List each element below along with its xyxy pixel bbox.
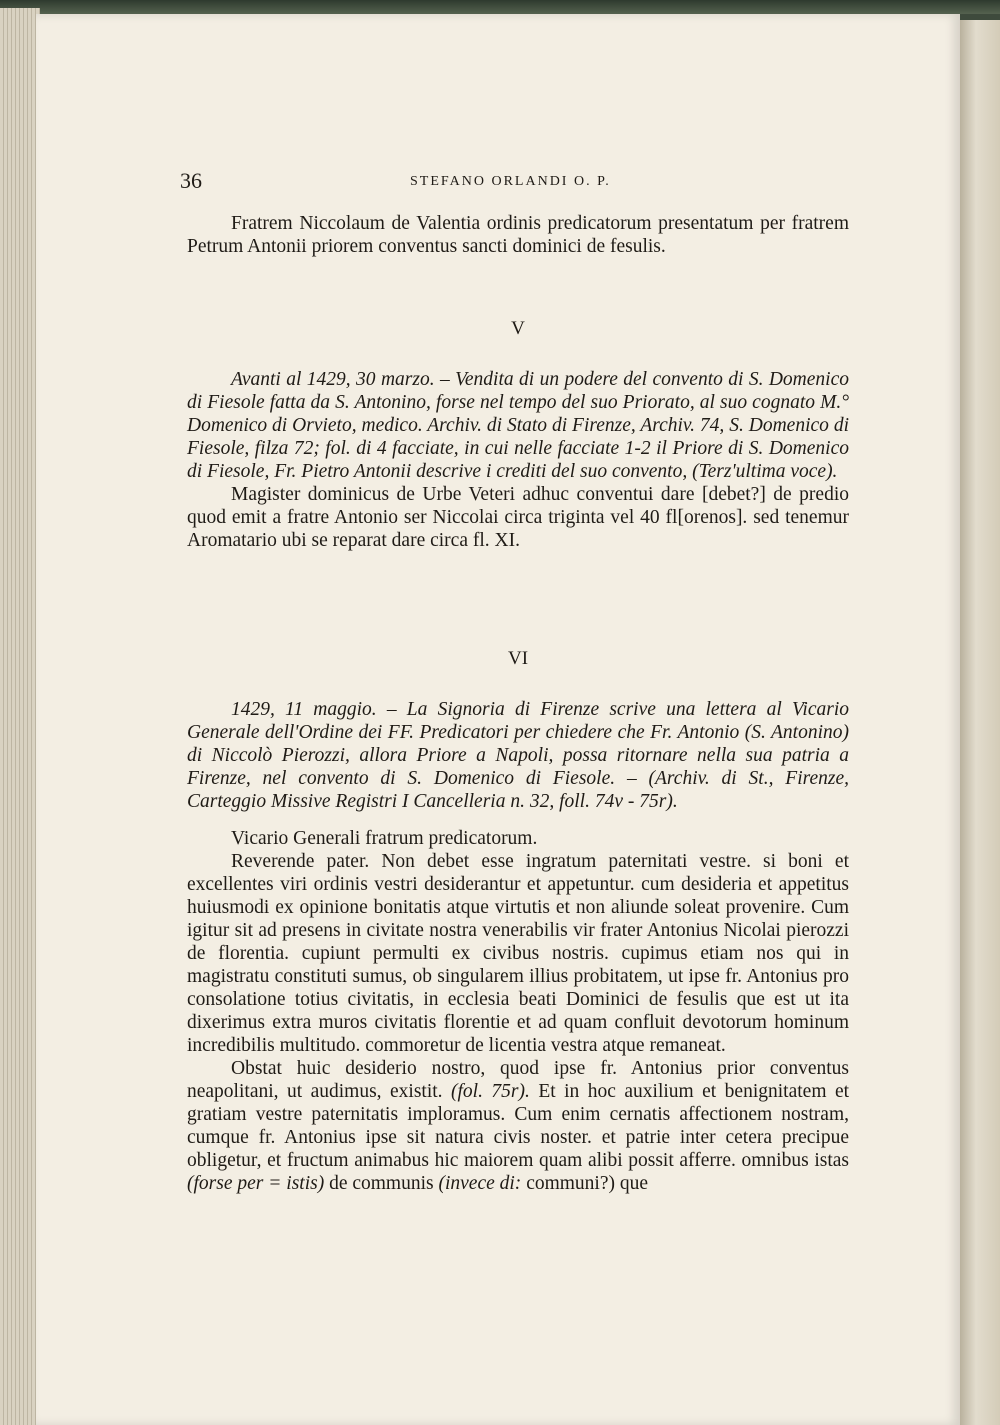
para2-text-d: communi?) que — [526, 1173, 649, 1194]
para2-text-c: de communis — [329, 1173, 434, 1194]
para2-text-b: Et in hoc auxilium et benignitatem et gratiam vestre paternitatis imploramus. Cum enim cernatis affectionem nostram, cumque fr. Antonius ipse sit natura civis noster. et patrie inter cetera precipue obligetur, et fructum animabus hic maiorem quam alibi possit afferre. omnibus istas — [187, 1081, 850, 1171]
section-vi-block — [187, 698, 849, 1195]
running-head: STEFANO ORLANDI O. P. — [410, 174, 611, 189]
section-vi-salutation: Vicario Generali fratrum predicatorum. — [231, 828, 538, 849]
section-v-text: Magister dominicus de Urbe Veteri adhuc conventui dare [debet?] de predio quod emit a fratre Antonio ser Niccolai circa triginta vel 40 fl[orenos]. sed tenemur Aromatario ubi se reparat dare circa fl. XI. — [187, 484, 849, 551]
opening-paragraph-block — [187, 212, 849, 258]
section-vi-heading: 1429, 11 maggio. – La Signoria di Firenze scrive una lettera al Vicario Generale dell'Ordine dei FF. Predicatori per chiedere che Fr. Antonio (S. Antonino) di Niccolò Pierozzi, allora Priore a Napoli, possa ritornare nella sua patria a Firenze, nel convento di S. Domenico di Fiesole. – (Archiv. di St., Firenze, Carteggio Missive Registri I Cancelleria n. 32, foll. 74v - 75r). — [187, 699, 849, 812]
page-edges — [0, 8, 40, 1425]
section-v-heading: Avanti al 1429, 30 marzo. – Vendita di un podere del convento di S. Domenico di Fiesole fatta da S. Antonino, forse nel tempo del suo Priorato, al suo cognato M.° Domenico di Orvieto, medico. Archiv. di Stato di Firenze, Archiv. 74, S. Domenico di Fiesole, filza 72; fol. di 4 facciate, in cui nelle facciate 1-2 il Priore di S. Domenico di Fiesole, Fr. Pietro Antonii descrive i crediti del suo convento, (Terz'ultima voce). — [187, 369, 849, 482]
section-vi-numeral: VI — [507, 648, 529, 669]
section-vi-paragraph-2 — [187, 1057, 849, 1195]
section-v-block — [187, 368, 849, 552]
para2-note-2: (invece di: — [438, 1173, 522, 1194]
section-vi-paragraph-1: Reverende pater. Non debet esse ingratum paternitati vestre. si boni et excellentes viri ordinis vestri desiderantur et appetuntur. cum desideria et appetitus huiusmodi ex opinione bonitatis atque virtutis et non aliunde soleat provenire. Cum igitur sit ad presens in civitate nostra venerabilis vir frater Antonius Nicolai pierozzi de florentia. cupiunt permulti ex civibus nostris. cupimus etiam nos qui in magistratu constituti sumus, ob singularem illius probitatem, ut ipse fr. Antonius pro consolatione totius civitatis, in ecclesia beati Dominici de fesulis que est ut ita dixerimus extra muros civitatis florentie et ad quam confluit devotorum hominum incredibilis multitudo. commoretur de licentia vestra atque remaneat. — [187, 851, 849, 1056]
page-number: 36 — [180, 168, 202, 193]
para2-note-1: (forse per = istis) — [187, 1173, 325, 1194]
facing-page-edge — [960, 20, 1000, 1425]
para2-reference: (fol. 75r). — [451, 1081, 530, 1102]
book-cover-top — [0, 0, 1000, 14]
section-v-numeral: V — [511, 318, 525, 339]
page-header — [180, 168, 850, 198]
opening-paragraph: Fratrem Niccolaum de Valentia ordinis predicatorum presentatum per fratrem Petrum Antonii priorem conventus sancti dominici de fesulis. — [187, 213, 849, 257]
para2-text-a: Obstat huic desiderio nostro, quod ipse fr. Antonius prior conventus neapolitani, ut audimus, existit. — [187, 1058, 849, 1102]
